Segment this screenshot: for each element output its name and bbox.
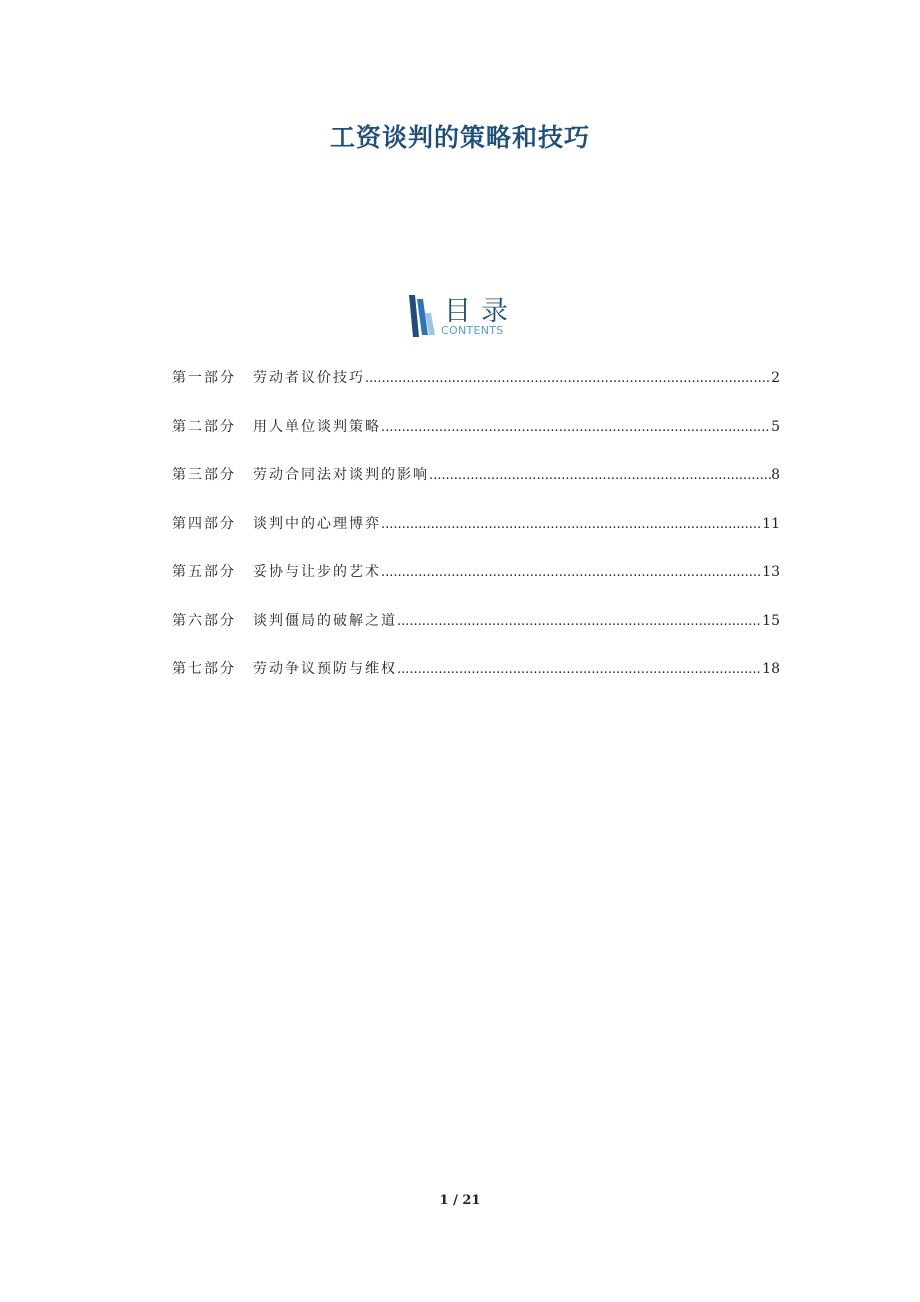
toc-entry-title: 劳动争议预防与维权 [253, 661, 397, 677]
toc-entry-part: 第三部分 [172, 467, 236, 483]
toc-title: 目录 [444, 296, 518, 327]
toc-entry-title: 妥协与让步的艺术 [253, 564, 381, 580]
toc-entry[interactable] [172, 367, 780, 416]
toc-list [172, 367, 780, 707]
toc-leader-dots [381, 420, 771, 435]
toc-entry-page: 13 [762, 564, 780, 580]
toc-entry-part: 第六部分 [172, 612, 236, 629]
bookmark-stripes-icon [406, 295, 436, 337]
toc-entry[interactable] [172, 658, 780, 707]
toc-entry-part: 第二部分 [172, 418, 236, 435]
toc-entry-page: 18 [762, 661, 780, 677]
toc-entry[interactable] [172, 513, 780, 562]
toc-entry-title: 谈判中的心理博弈 [253, 515, 381, 532]
toc-leader-dots [365, 371, 771, 386]
toc-entry-title: 劳动合同法对谈判的影响 [253, 467, 429, 483]
toc-entry-page: 5 [771, 418, 780, 435]
toc-leader-dots [397, 662, 762, 677]
page-number: 1 / 21 [439, 1193, 481, 1208]
toc-entry-page: 11 [762, 515, 780, 532]
toc-entry-part: 第四部分 [172, 515, 236, 532]
toc-entry-page: 2 [771, 370, 780, 386]
toc-leader-dots [381, 565, 762, 580]
document-title: 工资谈判的策略和技巧 [329, 123, 590, 152]
toc-entry[interactable] [172, 464, 780, 513]
toc-entry-title: 谈判僵局的破解之道 [253, 612, 397, 629]
toc-leader-dots [397, 614, 762, 629]
toc-entry[interactable] [172, 610, 780, 659]
toc-entry-title: 劳动者议价技巧 [253, 370, 365, 386]
toc-entry-part: 第一部分 [172, 370, 236, 386]
toc-entry[interactable] [172, 416, 780, 465]
toc-entry[interactable] [172, 561, 780, 610]
toc-leader-dots [381, 517, 762, 532]
toc-header [406, 293, 536, 343]
toc-entry-part: 第五部分 [172, 564, 236, 580]
toc-entry-page: 8 [771, 467, 780, 483]
toc-subtitle: CONTENTS [441, 324, 504, 337]
toc-entry-title: 用人单位谈判策略 [253, 418, 381, 435]
toc-entry-part: 第七部分 [172, 661, 236, 677]
toc-leader-dots [429, 468, 771, 483]
toc-entry-page: 15 [762, 612, 780, 629]
